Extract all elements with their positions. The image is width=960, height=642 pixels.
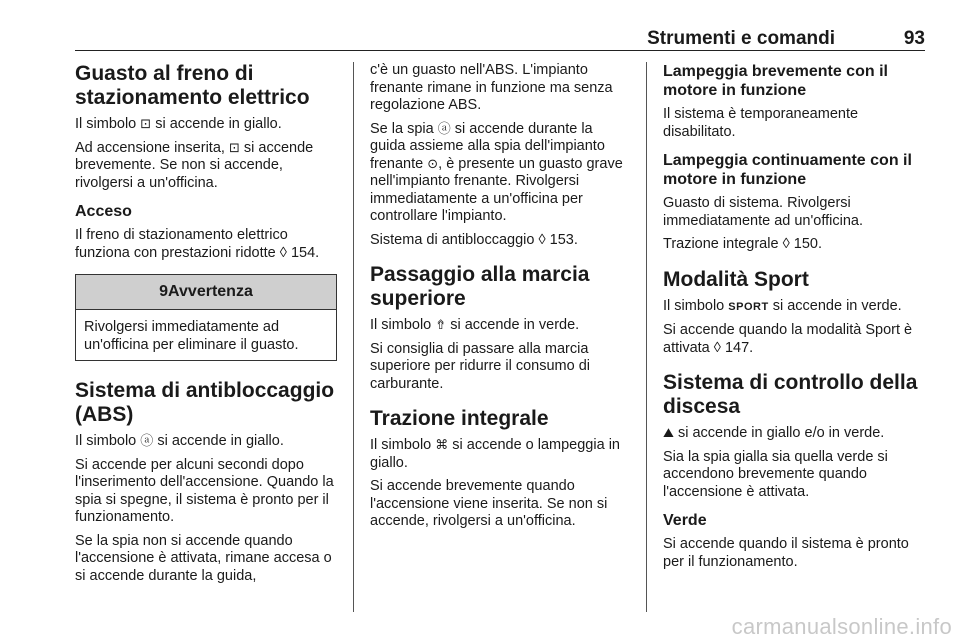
- paragraph: Il simbolo ⊡ si accende in giallo.: [75, 116, 282, 132]
- descent-control-icon: ⛰: [663, 426, 674, 441]
- paragraph: c'è un guasto nell'ABS. L'impianto frenante rimane in funzione ma senza regolazione ABS.: [370, 62, 613, 113]
- page-reference-link[interactable]: ◊ 150.: [782, 236, 822, 252]
- paragraph: Si accende quando la modalità Sport è attivata ◊ 147.: [663, 322, 913, 356]
- paragraph: Si accende quando il sistema è pronto per il funzionamento.: [663, 536, 909, 570]
- paragraph: Il simbolo SPORT si accende in verde.: [663, 297, 902, 314]
- warning-box: [75, 274, 337, 361]
- paragraph: Si consiglia di passare alla marcia superiore per ridurre il consumo di carburante.: [370, 340, 591, 392]
- column-divider-2: [646, 62, 647, 612]
- paragraph: Il sistema è temporaneamente disabilitato.: [663, 106, 859, 140]
- page-reference-link[interactable]: ◊ 154.: [279, 244, 320, 261]
- paragraph: Se la spia ⓐ si accende durante la guida assieme alla spia dell'impianto frenante ⊙, è presente un guasto grave nell'impianto frenante. Rivolgersi immediatamente a un'officina per controllare l'impianto.: [370, 120, 623, 224]
- paragraph: Il simbolo ⌘ si accende o lampeggia in giallo.: [370, 437, 620, 471]
- paragraph: Si accende per alcuni secondi dopo l'inserimento dell'accensione. Quando la spia si spegne, il sistema è pronto per il funzionamento.: [75, 456, 334, 525]
- page-reference-link[interactable]: ◊ 153.: [538, 231, 578, 248]
- heading-descent-control: Sistema di controllo della discesa: [663, 371, 918, 418]
- watermark: carmanualsonline.info: [731, 614, 952, 639]
- abs-icon: ⓐ: [140, 434, 154, 449]
- column-divider-1: [353, 62, 354, 612]
- heading-all-wheel-drive: Trazione integrale: [370, 407, 549, 430]
- awd-icon: ⌘: [435, 438, 449, 453]
- paragraph: Ad accensione inserita, ⊡ si accende brevemente. Se non si accende, rivolgersi a un'officina.: [75, 139, 314, 191]
- paragraph: Il simbolo ⓐ si accende in giallo.: [75, 433, 284, 449]
- paragraph: Sia la spia gialla sia quella verde si accendono brevemente quando l'accensione è attivata.: [663, 448, 888, 500]
- column-3: [663, 62, 927, 577]
- abs-icon: ⓐ: [437, 121, 451, 137]
- heading-flash-briefly: Lampeggia brevemente con il motore in funzione: [663, 63, 888, 99]
- heading-abs: Sistema di antibloccaggio (ABS): [75, 379, 335, 426]
- heading-acceso: Acceso: [75, 203, 132, 220]
- brake-system-icon: ⊙: [427, 156, 439, 172]
- paragraph: Guasto di sistema. Rivolgersi immediatamente ad un'officina.: [663, 195, 863, 229]
- column-1: [75, 62, 337, 591]
- paragraph: Se la spia non si accende quando l'accensione è attivata, rimane accesa o si accende durante la guida,: [75, 532, 332, 584]
- parking-brake-icon: ⊡: [140, 117, 152, 132]
- heading-sport-mode: Modalità Sport: [663, 267, 809, 291]
- section-title: Strumenti e comandi: [647, 28, 835, 49]
- page-header: [75, 26, 925, 51]
- page-reference-link[interactable]: ◊ 147.: [713, 339, 754, 356]
- paragraph: Il simbolo ⇮ si accende in verde.: [370, 317, 580, 333]
- paragraph: Trazione integrale ◊ 150.: [663, 236, 822, 252]
- heading-flash-continuously: Lampeggia continuamente con il motore in funzione: [663, 152, 912, 188]
- column-2: [370, 62, 632, 537]
- heading-upshift: Passaggio alla marcia superiore: [370, 263, 590, 310]
- warning-title: 9Avvertenza: [76, 275, 336, 310]
- parking-brake-icon: ⊡: [228, 140, 240, 156]
- warning-text: Rivolgersi immediatamente ad un'officina per eliminare il guasto.: [84, 319, 299, 353]
- heading-verde: Verde: [663, 512, 707, 529]
- paragraph: Il freno di stazionamento elettrico funziona con prestazioni ridotte ◊ 154.: [75, 227, 320, 261]
- paragraph: Si accende brevemente quando l'accensione viene inserita. Se non si accende, rivolgersi a un'officina.: [370, 478, 608, 529]
- page-number: 93: [903, 28, 925, 49]
- sport-icon: SPORT: [728, 300, 769, 313]
- paragraph: ⛰ si accende in giallo e/o in verde.: [663, 425, 885, 441]
- paragraph: Sistema di antibloccaggio ◊ 153.: [370, 231, 578, 248]
- upshift-icon: ⇮: [435, 318, 447, 333]
- heading-parking-brake-fault: Guasto al freno di stazionamento elettrico: [75, 62, 310, 109]
